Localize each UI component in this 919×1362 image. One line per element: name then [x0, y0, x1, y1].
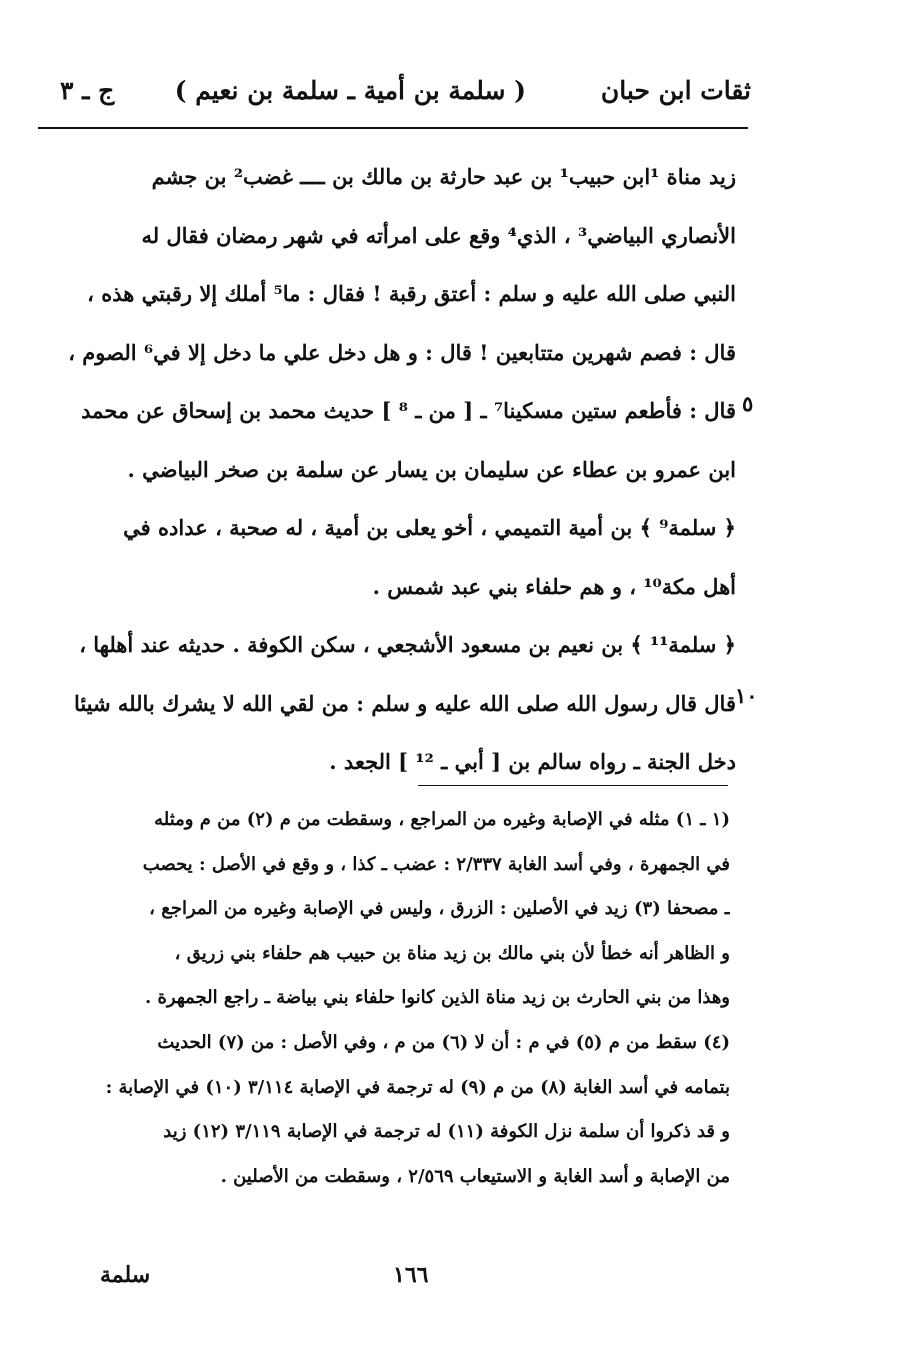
footnote-line: من الإصابة و أسد الغابة و الاستيعاب ٢/٥٦٩ ، وسقطت من الأصلين .	[220, 1165, 730, 1187]
catchword: سلمة	[100, 1262, 151, 1288]
footnotes	[70, 798, 730, 1199]
text-line: قال : فأطعم ستين مسكينا⁷ ـ [ من ـ ⁸ ] حديث محمد بن إسحاق عن محمد	[81, 398, 736, 423]
text-line: ﴿ سلمة⁹ ﴾ بن أمية التميمي ، أخو يعلى بن أمية ، له صحبة ، عداده في	[123, 515, 736, 540]
footnote-line: (٤) سقط من م (٥) في م : أن لا (٦) من م ، وفي الأصل : من (٧) الحديث	[157, 1031, 730, 1053]
page-number: ١٦٦	[393, 1262, 429, 1288]
volume-label: ج ـ ٣	[60, 76, 115, 105]
line-number-10: ١٠	[735, 683, 758, 708]
page-topic: ( سلمة بن أمية ـ سلمة بن نعيم )	[174, 76, 526, 105]
book-title: ثقات ابن حبان	[600, 76, 751, 105]
text-line: الأنصاري البياضي³ ، الذي⁴ وقع على امرأته في شهر رمضان فقال له	[141, 222, 736, 248]
footnote-line: و الظاهر أنه خطأ لأن بني مالك بن زيد مناة بن حبيب هم حلفاء بني زريق ،	[174, 942, 730, 964]
running-header	[60, 70, 751, 120]
header-rule	[38, 127, 748, 129]
footnote-line: (١ ـ ١) مثله في الإصابة وغيره من المراجع ، وسقطت من م (٢) من م ومثله	[154, 809, 730, 830]
text-line: ﴿ سلمة¹¹ ﴾ بن نعيم بن مسعود الأشجعي ، سكن الكوفة . حديثه عند أهلها ،	[79, 632, 736, 657]
text-line: قال : فصم شهرين متتابعين ! قال : و هل دخل علي ما دخل إلا في⁶ الصوم ،	[68, 339, 736, 365]
text-line: أهل مكة¹⁰ ، و هم حلفاء بني عبد شمس .	[372, 573, 736, 599]
footnote-line: في الجمهرة ، وفي أسد الغابة ٢/٣٣٧ : عضب ـ كذا ، و وقع في الأصل : يحصب	[142, 853, 730, 875]
text-line: ابن عمرو بن عطاء عن سليمان بن يسار عن سلمة بن صخر البياضي .	[127, 456, 736, 482]
footnote-line: و قد ذكروا أن سلمة نزل الكوفة (١١) له ترجمة في الإصابة ٣/١١٩ (١٢) زيد	[163, 1121, 730, 1143]
text-line: دخل الجنة ـ رواه سالم بن [ أبي ـ ¹² ] الجعد .	[329, 749, 736, 774]
footnote-line: وهذا من بني الحارث بن زيد مناة الذين كانوا حلفاء بني بياضة ـ راجع الجمهرة .	[144, 987, 730, 1009]
line-number-5: ٥	[742, 391, 754, 416]
footnote-line: ـ مصحفا (٣) زيد في الأصلين : الزرق ، وليس في الإصابة وغيره من المراجع ،	[149, 898, 730, 920]
footnote-line: بتمامه في أسد الغابة (٨) من م (٩) له ترجمة في الإصابة ٣/١١٤ (١٠) في الإصابة :	[105, 1076, 730, 1098]
text-line: زيد مناة ¹ابن حبيب¹ بن عبد حارثة بن مالك بن ــــ غضب² بن جشم	[151, 164, 736, 189]
footnote-rule	[418, 785, 728, 786]
main-text	[66, 148, 736, 792]
text-line: النبي صلى الله عليه و سلم : أعتق رقبة ! فقال : ما⁵ أملك إلا رقبتي هذه ،	[87, 281, 736, 306]
text-line: قال قال رسول الله صلى الله عليه و سلم : من لقي الله لا يشرك بالله شيئا	[73, 690, 736, 716]
